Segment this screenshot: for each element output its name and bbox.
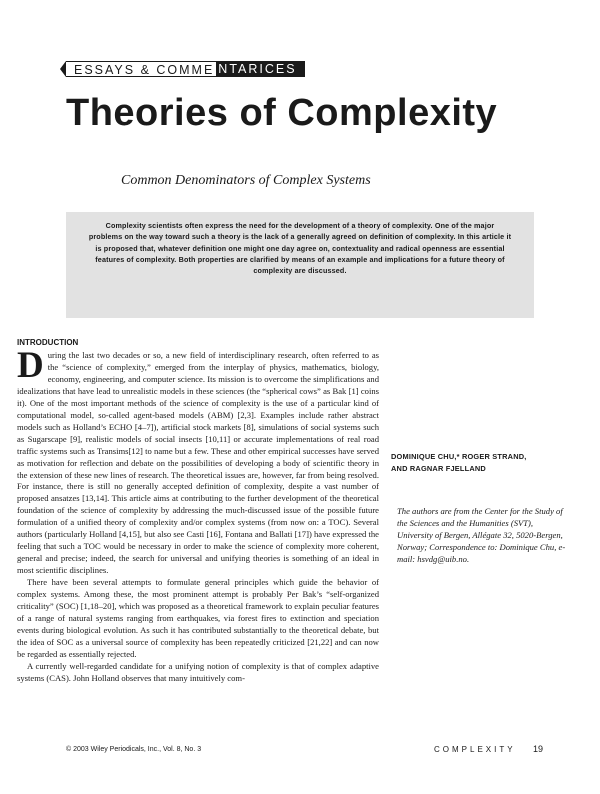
author-line: DOMINIQUE CHU,* ROGER STRAND, [391, 452, 527, 461]
article-title: Theories of Complexity [66, 92, 498, 134]
drop-cap: D [17, 345, 44, 386]
body-paragraph: A currently well-regarded candidate for a unifying notion of complexity is that of complex adaptive systems (CAS). John Holland observes that many intuitively com- [17, 660, 379, 683]
paragraph-1-text: uring the last two decades or so, a new field of interdisciplinary research, often referred to as the “science of complexity,” emerged from the interplay of physics, mathematics, biology, economy, engineering, and computer science. Its mission is to overcome the simplifications and idealizations that have lead to unrealistic models in these sciences (the “spherical cows” as Bak [1] coins it). One of the most important methods of the science of complexity is the use of a particular kind of computational model, so-called agent-based models (ABM) [2,3]. Examples include rather abstract models such as Holland’s ECHO [4–7]), artificial stock markets [8], simulations of social systems such as Sugarscape [9], realistic models of social insects [10,11] or accurate implementations of real road traffic systems such as Transims[12] to name but a few. These and other empirical successes have served as motivation for reflection and debate on the possibilities of developing a body of scientific theory in the extension of these new lines of research. The theoretical issues are, however, far from being resolved. For instance, there is still no generally accepted definition of complexity, despite a vast number of proposed ansatzes [13,14]. This article aims at contributing to the further development of the theoretical foundation of the science of complexity by addressing the much-discussed issue of the possible future formulation of a unified theory of complexity and/or complex systems (from now on: a TOC). Several authors (particularly Holland [4,15], but also see Casti [16], Fontana and Ballati [17]) have expressed the feeling that such a TOC would be necessary in order to make the science of complexity more coherent, general and precise; indeed, the search for universal and unifying theories is something of an ideal in most scientific disciplines. [17, 350, 379, 576]
section-banner [66, 61, 305, 77]
section-heading: INTRODUCTION [17, 338, 79, 347]
author-list [391, 451, 551, 475]
banner-label-right: NTARICES [216, 61, 304, 77]
body-paragraph: There have been several attempts to formulate general principles which guide the behavior of complex systems. Among these, the most prominent attempt is probably Per Bak’s “self-organized criticality” (SOC) [1,18–20], which was proposed as a theoretical framework to explain peculiar features of a range of natural systems ranging from earthquakes, via forest fires to extinction and speciation events during biological evolution. As such it has contributed substantially to the theoretical debate, but the idea of SOC as a universal source of complexity has been repeatedly criticized [21,22] and can now be regarded as essentially rejected. [17, 577, 379, 659]
footer-journal-name: COMPLEXITY [434, 745, 516, 754]
footer-copyright: © 2003 Wiley Periodicals, Inc., Vol. 8, No. 3 [66, 746, 202, 753]
author-line: AND RAGNAR FJELLAND [391, 464, 486, 473]
abstract-text: Complexity scientists often express the need for the development of a theory of complexity. One of the major problems on the way toward such a theory is the lack of a generally agreed on definition of complexity. In this article it is proposed that, whatever definition one might one day agree on, contextuality and radical openness are essential features of complexity. Both properties are clarified by means of an example and implications for a future theory of complexity are discussed. [88, 221, 512, 276]
body-paragraph [17, 345, 379, 577]
main-body-column [17, 337, 379, 685]
author-affiliation: The authors are from the Center for the Study of the Sciences and the Humanities (SVT), University of Bergen, Allégate 32, 5020-Bergen, Norway; Correspondence to: Dominique Chu, e-mail: hsvdg@uib.no. [397, 506, 566, 564]
banner-label-left: ESSAYS & COMME [66, 61, 216, 77]
article-subtitle: Common Denominators of Complex Systems [121, 173, 371, 188]
abstract-box [66, 212, 534, 318]
banner-arrow-icon [60, 61, 66, 77]
page-number: 19 [533, 744, 544, 754]
